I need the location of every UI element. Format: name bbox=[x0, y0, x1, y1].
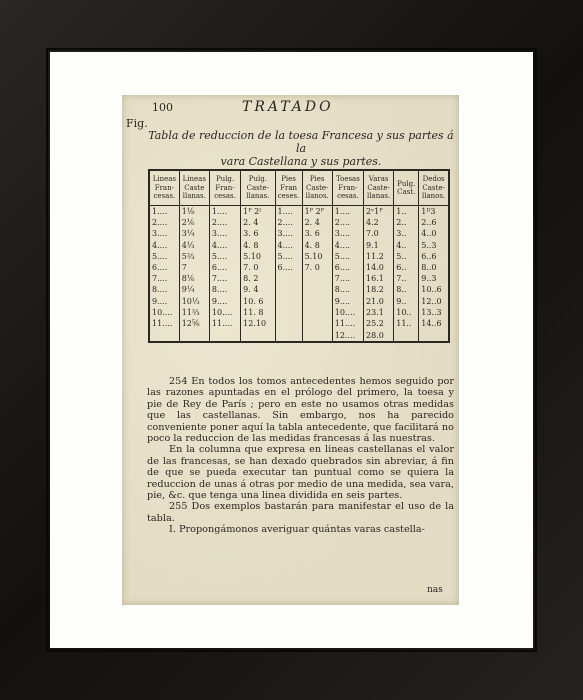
table-cell: 1.... bbox=[209, 206, 240, 218]
table-cell: 2.. bbox=[394, 217, 419, 228]
table-cell: 4. 8 bbox=[302, 240, 332, 251]
table-row bbox=[149, 251, 449, 262]
column-header-line: Toesas bbox=[335, 175, 360, 184]
column-header bbox=[275, 170, 302, 206]
table-cell: 5.... bbox=[275, 251, 302, 262]
column-header-line: Caste- bbox=[367, 183, 390, 192]
table-cell: 6.... bbox=[209, 262, 240, 273]
table-cell: 12.10 bbox=[241, 318, 275, 329]
table-cell: 18.2 bbox=[364, 284, 394, 295]
table-cell bbox=[394, 329, 419, 342]
table-cell: 8.... bbox=[149, 284, 179, 295]
column-header-line: Varas bbox=[368, 175, 389, 184]
table-row bbox=[149, 206, 449, 218]
table-cell: 5⅔ bbox=[179, 251, 209, 262]
table-cell: 3.... bbox=[149, 228, 179, 239]
column-header bbox=[241, 170, 275, 206]
table-cell: 7. 0 bbox=[302, 262, 332, 273]
table-cell: 9..3 bbox=[419, 273, 449, 284]
table-cell: 5.10 bbox=[302, 251, 332, 262]
table-cell: 7.... bbox=[332, 273, 363, 284]
column-header bbox=[419, 170, 449, 206]
table-cell: 6.... bbox=[275, 262, 302, 273]
table-cell: 1.... bbox=[275, 206, 302, 218]
paragraph-columns-note: En la columna que expresa en lineas castellanas el valor de las francesas, se han dexado quebrados sin abreviar, á fin de que se pueda executar tan puntual como se quiera la reduccion de unas á otras por medio de una medida, sea vara, pie, &c. que tenga una linea dividida en seis partes. bbox=[147, 444, 454, 502]
paragraph-254: 254 En todos los tomos antecedentes hemos seguido por las razones apuntadas en el prólogo del primero, la toesa y pie de Rey de París ; pero en este no usamos otras medidas que las castellanas. Sin embargo, nos ha parecido conveniente poner aquí la tabla antecedente, que facilitará no poco la reduccion de las medidas francesas á las nuestras. bbox=[147, 376, 454, 445]
table-cell bbox=[302, 296, 332, 307]
table-row bbox=[149, 273, 449, 284]
table-cell: 7.0 bbox=[364, 228, 394, 239]
table-row bbox=[149, 307, 449, 318]
page-number: 100 bbox=[152, 101, 173, 114]
table-cell: 8⅙ bbox=[179, 273, 209, 284]
table-cell: 5.10 bbox=[241, 251, 275, 262]
table-cell bbox=[302, 284, 332, 295]
table-cell: 1.. bbox=[394, 206, 419, 218]
table-row bbox=[149, 240, 449, 251]
table-cell: 3.... bbox=[209, 228, 240, 239]
table-row bbox=[149, 262, 449, 273]
table-cell: 7. 0 bbox=[241, 262, 275, 273]
table-caption bbox=[146, 129, 456, 168]
table-cell: 1ᴾ 2ˡ bbox=[241, 206, 275, 218]
caption-line-1: Tabla de reduccion de la toesa Francesa y sus partes á la bbox=[148, 129, 454, 155]
table-cell: 1ᴾ 2ᴾ bbox=[302, 206, 332, 218]
column-header-line: Caste- bbox=[305, 183, 329, 192]
table-cell: 9.... bbox=[209, 296, 240, 307]
column-header bbox=[364, 170, 394, 206]
table-cell: 2. 4 bbox=[302, 217, 332, 228]
table-cell: 2.... bbox=[209, 217, 240, 228]
column-header bbox=[394, 170, 419, 206]
table-cell: 9¼ bbox=[179, 284, 209, 295]
table-cell bbox=[209, 329, 240, 342]
table-cell: 3¼ bbox=[179, 228, 209, 239]
table-cell: 6.. bbox=[394, 262, 419, 273]
table-cell bbox=[302, 329, 332, 342]
table-cell: 4.... bbox=[332, 240, 363, 251]
table-row bbox=[149, 284, 449, 295]
table-body bbox=[149, 206, 449, 343]
table-cell bbox=[275, 329, 302, 342]
table-cell: 6.... bbox=[332, 262, 363, 273]
table-cell bbox=[179, 329, 209, 342]
table-cell bbox=[149, 329, 179, 342]
column-header-line: llanas. bbox=[246, 192, 270, 201]
column-header-line: Pulg. bbox=[248, 175, 267, 184]
table-cell bbox=[275, 273, 302, 284]
column-header bbox=[149, 170, 179, 206]
table-cell: 7 bbox=[179, 262, 209, 273]
table-cell: 4.2 bbox=[364, 217, 394, 228]
table-cell: 25.2 bbox=[364, 318, 394, 329]
column-header-line: Lineas bbox=[152, 175, 176, 184]
table-cell: 3.... bbox=[275, 228, 302, 239]
table-row bbox=[149, 329, 449, 342]
table-cell: 5.... bbox=[332, 251, 363, 262]
table-cell: 4.... bbox=[209, 240, 240, 251]
table-cell: 4⅓ bbox=[179, 240, 209, 251]
table-cell: 10.. bbox=[394, 307, 419, 318]
column-header-line: Lineas bbox=[182, 175, 206, 184]
table-cell: 1ᴰ3 bbox=[419, 206, 449, 218]
table-cell: 4.. bbox=[394, 240, 419, 251]
table-cell: 13..3 bbox=[419, 307, 449, 318]
page-header bbox=[122, 101, 459, 117]
column-header-line: cesas. bbox=[153, 192, 176, 201]
table-cell bbox=[275, 307, 302, 318]
table-cell: 1.... bbox=[149, 206, 179, 218]
column-header-line: llanos. bbox=[422, 192, 446, 201]
paragraph-example-1: I. Propongámonos averiguar quántas varas castella- bbox=[169, 524, 425, 536]
table-cell: 23.1 bbox=[364, 307, 394, 318]
table-cell: 7.... bbox=[209, 273, 240, 284]
table-cell: 3. 6 bbox=[241, 228, 275, 239]
column-header bbox=[302, 170, 332, 206]
column-header-line: llanas. bbox=[182, 192, 206, 201]
table-cell: 8.... bbox=[332, 284, 363, 295]
table-cell: 4. 8 bbox=[241, 240, 275, 251]
table-cell bbox=[302, 318, 332, 329]
table-cell: 12⅚ bbox=[179, 318, 209, 329]
table-cell: 10⅓ bbox=[179, 296, 209, 307]
column-header-line: Pulg. bbox=[397, 179, 416, 188]
table-cell: 12.... bbox=[332, 329, 363, 342]
column-header-line: ceses. bbox=[277, 192, 300, 201]
table-cell: 2.... bbox=[149, 217, 179, 228]
table-cell: 7.... bbox=[149, 273, 179, 284]
table-cell: 9.... bbox=[149, 296, 179, 307]
conversion-table bbox=[148, 169, 450, 343]
paragraph-255: 255 Dos exemplos bastarán para manifestar el uso de la tabla. bbox=[147, 501, 454, 524]
body-text bbox=[147, 376, 454, 536]
table-cell: 8.. bbox=[394, 284, 419, 295]
column-header-line: Pies bbox=[309, 175, 325, 184]
table-cell: 14.0 bbox=[364, 262, 394, 273]
column-header-line: llanos. bbox=[305, 192, 329, 201]
table-row bbox=[149, 296, 449, 307]
table-header-row bbox=[149, 170, 449, 206]
table-cell: 10. 6 bbox=[241, 296, 275, 307]
table-cell: 11.... bbox=[149, 318, 179, 329]
column-header-line: Fran- bbox=[215, 183, 235, 192]
column-header-line: Pulg. bbox=[215, 175, 235, 184]
table-cell bbox=[275, 296, 302, 307]
table-cell: 9.... bbox=[332, 296, 363, 307]
table-cell: 16.1 bbox=[364, 273, 394, 284]
table-cell bbox=[241, 329, 275, 342]
table-cell: 3. 6 bbox=[302, 228, 332, 239]
table-cell: 11.... bbox=[332, 318, 363, 329]
table-cell: 7.. bbox=[394, 273, 419, 284]
table-cell bbox=[419, 329, 449, 342]
column-header-line: Fran- bbox=[338, 183, 358, 192]
table-cell: 9.1 bbox=[364, 240, 394, 251]
column-header-line: Cast. bbox=[397, 188, 416, 196]
table-cell bbox=[302, 273, 332, 284]
table-cell: 2⅙ bbox=[179, 217, 209, 228]
column-header-line: llanas. bbox=[367, 192, 391, 201]
table-cell: 2. 4 bbox=[241, 217, 275, 228]
table-cell: 4..0 bbox=[419, 228, 449, 239]
table-cell bbox=[275, 318, 302, 329]
table-cell: 5..3 bbox=[419, 240, 449, 251]
column-header-line: Caste bbox=[184, 183, 205, 192]
table-cell: 2.... bbox=[332, 217, 363, 228]
table-cell: 1.... bbox=[332, 206, 363, 218]
table-row bbox=[149, 217, 449, 228]
table-cell: 11. 8 bbox=[241, 307, 275, 318]
table-cell: 6..6 bbox=[419, 251, 449, 262]
table-cell: 4.... bbox=[275, 240, 302, 251]
table-cell: 1⅛ bbox=[179, 206, 209, 218]
column-header-line: Pies bbox=[281, 175, 296, 184]
column-header-line: Dedos bbox=[422, 175, 445, 184]
table-cell: 2.... bbox=[275, 217, 302, 228]
fig-label: Fig. bbox=[126, 117, 148, 130]
table-cell: 2..6 bbox=[419, 217, 449, 228]
column-header-line: Fran- bbox=[154, 183, 174, 192]
table-cell: 9. 4 bbox=[241, 284, 275, 295]
table-cell: 5.... bbox=[209, 251, 240, 262]
table-cell bbox=[302, 307, 332, 318]
table-row bbox=[149, 228, 449, 239]
table-cell: 8. 2 bbox=[241, 273, 275, 284]
table-cell: 6.... bbox=[149, 262, 179, 273]
table-cell: 3.. bbox=[394, 228, 419, 239]
table-cell: 9.. bbox=[394, 296, 419, 307]
table-cell: 5.. bbox=[394, 251, 419, 262]
table-cell: 10.... bbox=[149, 307, 179, 318]
table-cell: 14..6 bbox=[419, 318, 449, 329]
column-header-line: Caste- bbox=[246, 183, 270, 192]
table-row bbox=[149, 318, 449, 329]
table-cell: 3.... bbox=[332, 228, 363, 239]
table-cell: 11.2 bbox=[364, 251, 394, 262]
table-cell: 10.... bbox=[209, 307, 240, 318]
book-page bbox=[122, 95, 459, 605]
table-cell: 12..0 bbox=[419, 296, 449, 307]
table-cell: 2ᵛ1ᴾ bbox=[364, 206, 394, 218]
table-cell: 10..6 bbox=[419, 284, 449, 295]
table-cell: 10.... bbox=[332, 307, 363, 318]
column-header-line: Fran bbox=[280, 183, 297, 192]
table-cell: 11⅔ bbox=[179, 307, 209, 318]
table-cell: 8..0 bbox=[419, 262, 449, 273]
table-cell: 5.... bbox=[149, 251, 179, 262]
column-header bbox=[179, 170, 209, 206]
table-cell: 8.... bbox=[209, 284, 240, 295]
running-head: TRATADO bbox=[242, 99, 334, 115]
catchword: nas bbox=[427, 585, 443, 595]
table-cell: 4.... bbox=[149, 240, 179, 251]
table-cell bbox=[275, 284, 302, 295]
table-cell: 28.0 bbox=[364, 329, 394, 342]
caption-line-2: vara Castellana y sus partes. bbox=[220, 155, 382, 168]
column-header-line: cesas. bbox=[337, 192, 359, 201]
table-cell: 11.. bbox=[394, 318, 419, 329]
column-header-line: Caste- bbox=[422, 183, 445, 192]
column-header-line: cesas. bbox=[214, 192, 236, 201]
column-header bbox=[209, 170, 240, 206]
table-cell: 11.... bbox=[209, 318, 240, 329]
table-cell: 21.0 bbox=[364, 296, 394, 307]
column-header bbox=[332, 170, 363, 206]
